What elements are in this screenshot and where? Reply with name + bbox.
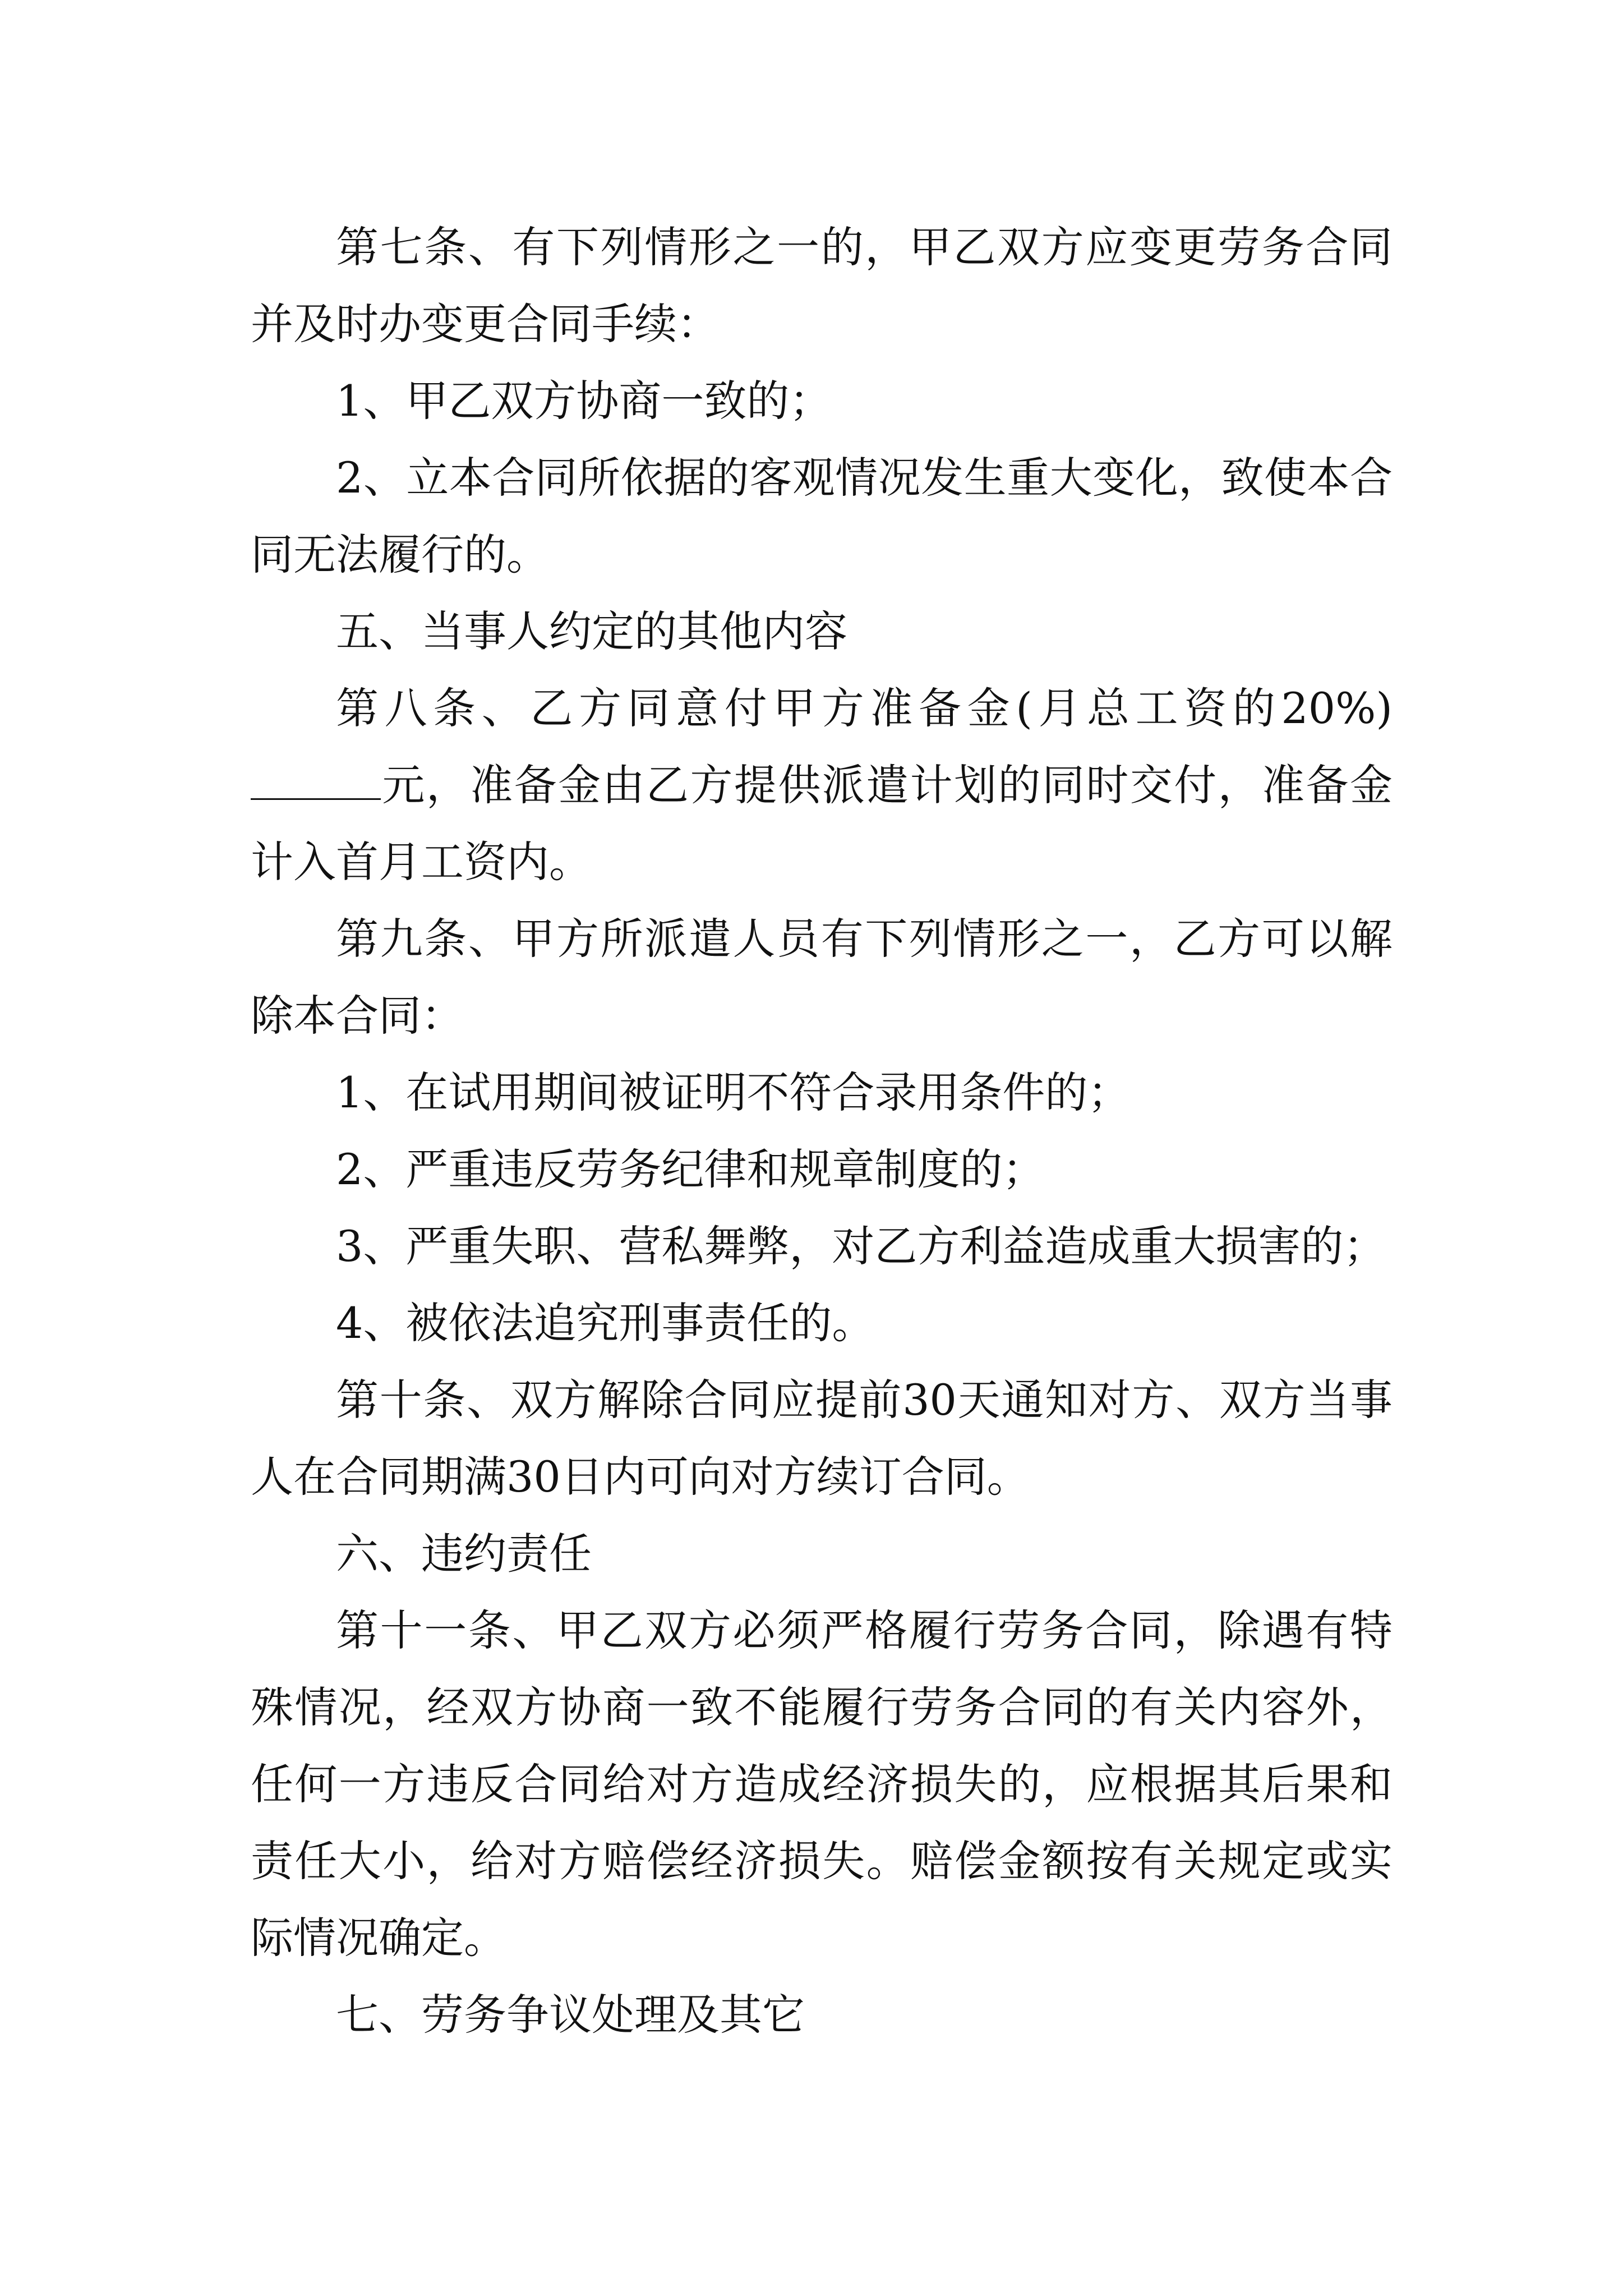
section-6-heading: 六、违约责任 bbox=[336, 1529, 592, 1579]
amount-blank bbox=[251, 765, 381, 800]
article-8 bbox=[251, 670, 1393, 900]
section-7-heading: 七、劳务争议处理及其它 bbox=[336, 1990, 805, 2040]
article-9-item-4: 4、被依法追究刑事责任的。 bbox=[336, 1298, 875, 1348]
document-body bbox=[251, 209, 1393, 2053]
article-9-item-1: 1、在试用期间被证明不符合录用条件的； bbox=[336, 1068, 1131, 1117]
article-9-item-3: 3、严重失职、营私舞弊，对乙方利益造成重大损害的； bbox=[336, 1221, 1386, 1271]
article-9-item-2: 2、严重违反劳务纪律和规章制度的； bbox=[336, 1144, 1045, 1194]
article-7-item-1: 1、甲乙双方协商一致的； bbox=[336, 376, 832, 426]
article-7-item-2: 2、立本合同所依据的客观情况发生重大变化，致使本合同无法履行的。 bbox=[251, 453, 1393, 579]
article-8-text-start: 第八条、乙方同意付甲方准备金(月总工资的20%) bbox=[336, 683, 1393, 733]
article-7: 第七条、有下列情形之一的，甲乙双方应变更劳务合同并及时办变更合同手续： bbox=[251, 222, 1393, 349]
article-8-text-end: 元，准备金由乙方提供派遣计划的同时交付，准备金计入首月工资内。 bbox=[251, 760, 1393, 887]
article-11: 第十一条、甲乙双方必须严格履行劳务合同，除遇有特殊情况，经双方协商一致不能履行劳务合同的有关内容外，任何一方违反合同给对方造成经济损失的，应根据其后果和责任大小，给对方赔偿经济损失。赔偿金额按有关规定或实际情况确定。 bbox=[251, 1605, 1393, 1963]
section-5-heading: 五、当事人约定的其他内容 bbox=[336, 606, 847, 656]
article-10: 第十条、双方解除合同应提前30天通知对方、双方当事人在合同期满30日内可向对方续订合同。 bbox=[251, 1375, 1393, 1502]
article-9: 第九条、甲方所派遣人员有下列情形之一，乙方可以解除本合同： bbox=[251, 914, 1393, 1041]
